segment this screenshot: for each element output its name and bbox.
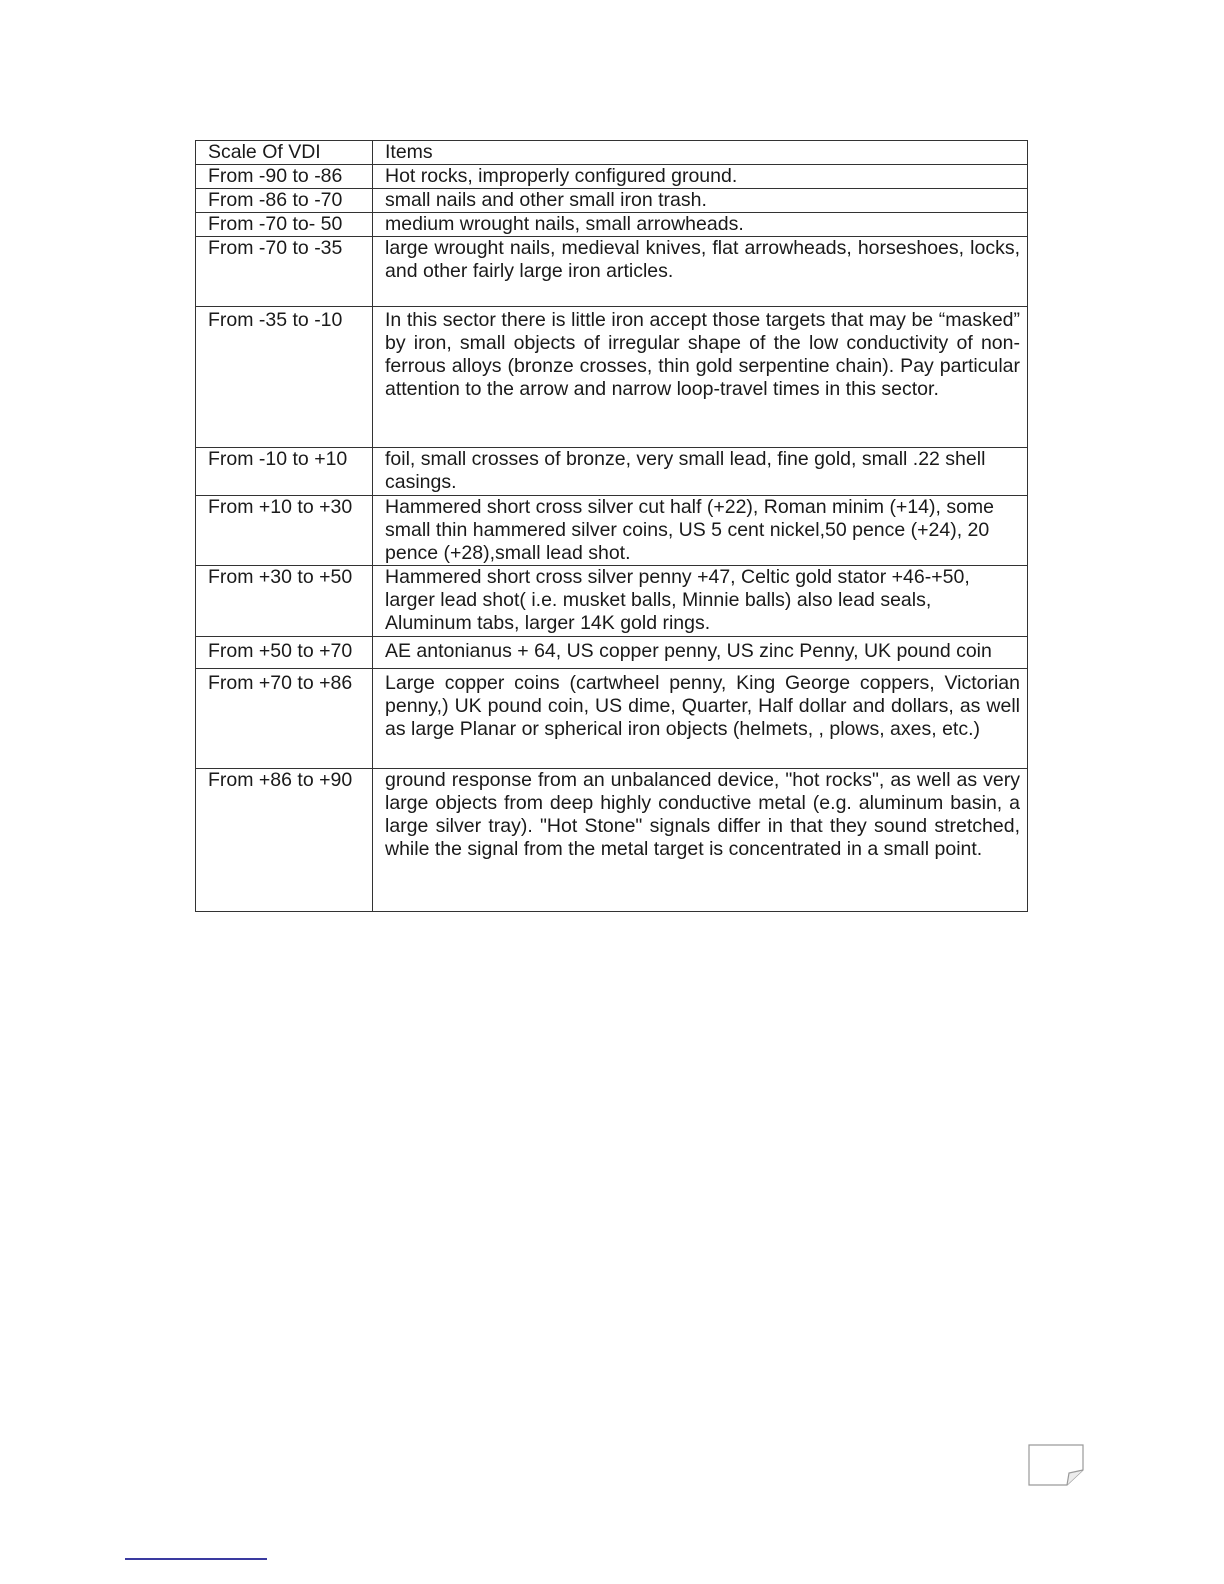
scale-cell: From -86 to -70	[196, 189, 373, 213]
header-scale: Scale Of VDI	[196, 141, 373, 165]
table-row	[196, 213, 1028, 237]
table-row	[196, 496, 1028, 566]
table-row	[196, 769, 1028, 912]
scale-cell: From -35 to -10	[196, 307, 373, 448]
scale-cell: From +10 to +30	[196, 496, 373, 566]
items-cell: Large copper coins (cartwheel penny, King George coppers, Victorian penny,) UK pound coin, US dime, Quarter, Half dollar and dollars, as well as large Planar or spherical iron objects (helmets, , plows, axes, etc.)	[373, 669, 1028, 769]
scale-cell: From +86 to +90	[196, 769, 373, 912]
items-cell: AE antonianus + 64, US copper penny, US zinc Penny, UK pound coin	[373, 637, 1028, 669]
table-row	[196, 237, 1028, 307]
scale-cell: From -90 to -86	[196, 165, 373, 189]
items-cell: large wrought nails, medieval knives, flat arrowheads, horseshoes, locks, and other fairly large iron articles.	[373, 237, 1028, 307]
table-row	[196, 566, 1028, 637]
items-cell: In this sector there is little iron accept those targets that may be “masked” by iron, small objects of irregular shape of the low conductivity of non-ferrous alloys (bronze crosses, thin gold serpentine chain). Pay particular attention to the arrow and narrow loop-travel times in this sector.	[373, 307, 1028, 448]
scale-cell: From +70 to +86	[196, 669, 373, 769]
scale-cell: From -70 to- 50	[196, 213, 373, 237]
table-header-row	[196, 141, 1028, 165]
header-items: Items	[373, 141, 1028, 165]
table-row	[196, 189, 1028, 213]
items-cell: Hot rocks, improperly configured ground.	[373, 165, 1028, 189]
items-cell: small nails and other small iron trash.	[373, 189, 1028, 213]
items-cell: Hammered short cross silver penny +47, Celtic gold stator +46-+50, larger lead shot( i.e. musket balls, Minnie balls) also lead seals, Aluminum tabs, larger 14K gold rings.	[373, 566, 1028, 637]
scale-cell: From +50 to +70	[196, 637, 373, 669]
table-row	[196, 637, 1028, 669]
items-cell: ground response from an unbalanced device, "hot rocks", as well as very large objects from deep highly conductive metal (e.g. aluminum basin, a large silver tray). "Hot Stone" signals differ in that they sound stretched, while the signal from the metal target is concentrated in a small point.	[373, 769, 1028, 912]
table-row	[196, 165, 1028, 189]
footnote-separator	[125, 1558, 267, 1560]
items-cell: foil, small crosses of bronze, very small lead, fine gold, small .22 shell casings.	[373, 448, 1028, 496]
page-curl-icon	[1028, 1444, 1084, 1486]
table-row	[196, 448, 1028, 496]
scale-cell: From -70 to -35	[196, 237, 373, 307]
scale-cell: From +30 to +50	[196, 566, 373, 637]
table-row	[196, 669, 1028, 769]
scale-cell: From -10 to +10	[196, 448, 373, 496]
items-cell: medium wrought nails, small arrowheads.	[373, 213, 1028, 237]
vdi-table	[195, 140, 1028, 912]
table-row	[196, 307, 1028, 448]
items-cell: Hammered short cross silver cut half (+22), Roman minim (+14), some small thin hammered silver coins, US 5 cent nickel,50 pence (+24), 20 pence (+28),small lead shot.	[373, 496, 1028, 566]
